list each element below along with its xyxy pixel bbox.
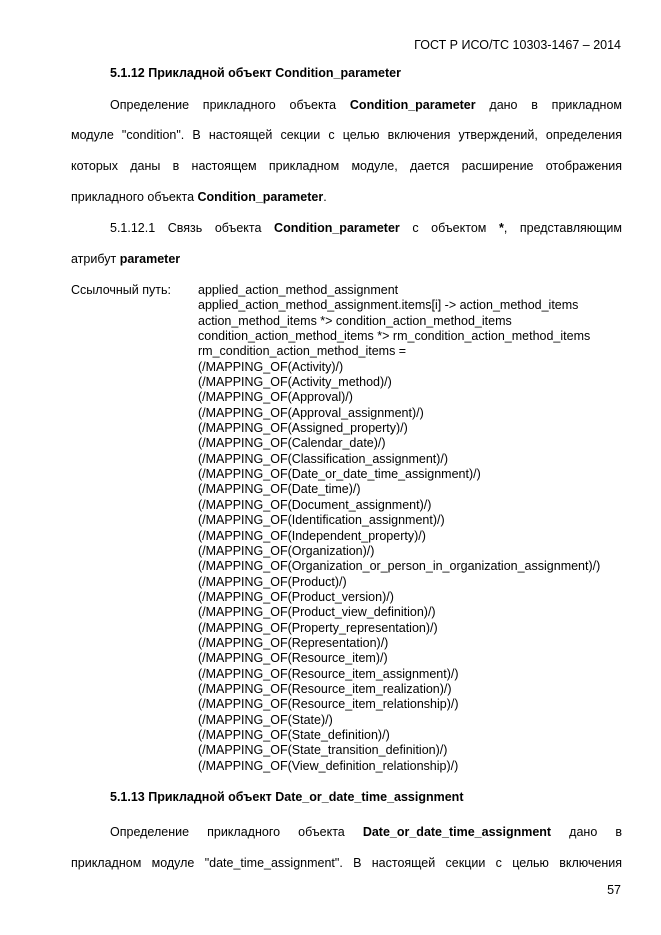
text: . (323, 190, 327, 204)
mapping-line: (/MAPPING_OF(Product_view_definition)/) (198, 605, 436, 620)
text: атрибут (71, 252, 117, 266)
mapping-line: (/MAPPING_OF(Organization_or_person_in_organization_assignment)/) (198, 559, 601, 574)
mapping-line: (/MAPPING_OF(Date_or_date_time_assignment)/) (198, 467, 481, 482)
mapping-line: (/MAPPING_OF(Assigned_property)/) (198, 421, 408, 436)
document-header: ГОСТ Р ИСО/ТС 10303-1467 – 2014 (414, 38, 621, 52)
section-heading-5-1-12: 5.1.12 Прикладной объект Condition_parameter (110, 66, 401, 80)
mapping-line: (/MAPPING_OF(Product_version)/) (198, 589, 394, 604)
mapping-line: (/MAPPING_OF(Resource_item_assignment)/) (198, 666, 459, 681)
mapping-line: (/MAPPING_OF(Approval)/) (198, 390, 353, 405)
mapping-line: (/MAPPING_OF(Resource_item_realization)/) (198, 681, 452, 696)
page-number: 57 (607, 883, 621, 897)
mapping-line: (/MAPPING_OF(State_transition_definition)/) (198, 743, 448, 758)
entity-name: Condition_parameter (349, 98, 476, 112)
mapping-line: applied_action_method_assignment (198, 283, 399, 297)
text: 5.1.12.1 Связь объекта (110, 221, 262, 235)
mapping-line: rm_condition_action_method_items = (198, 344, 407, 359)
mapping-line: (/MAPPING_OF(Resource_item)/) (198, 651, 388, 666)
mapping-line: (/MAPPING_OF(View_definition_relationship)/) (198, 758, 459, 773)
text: дано в (569, 825, 622, 839)
mapping-line: (/MAPPING_OF(Document_assignment)/) (198, 497, 432, 512)
paragraph-line: модуле "condition". В настоящей секции с целью включения утверждений, определения (71, 128, 622, 142)
mapping-line: (/MAPPING_OF(Product)/) (198, 574, 347, 589)
paragraph-line (110, 825, 622, 840)
mapping-line: (/MAPPING_OF(Independent_property)/) (198, 528, 426, 543)
mapping-line: (/MAPPING_OF(State)/) (198, 712, 333, 727)
mapping-line: (/MAPPING_OF(Activity)/) (198, 359, 344, 374)
mapping-line: (/MAPPING_OF(Property_representation)/) (198, 620, 438, 635)
mapping-line: applied_action_method_assignment.items[i] -> action_method_items (198, 298, 579, 313)
mapping-line: (/MAPPING_OF(Activity_method)/) (198, 375, 392, 390)
paragraph-line: прикладном модуле "date_time_assignment". В настоящей секции с целью включения (71, 856, 622, 870)
mapping-line: action_method_items *> condition_action_method_items (198, 313, 512, 328)
text: прикладного объекта (71, 190, 195, 204)
text: Определение прикладного объекта (110, 98, 337, 112)
reference-path-label: Ссылочный путь: (71, 283, 171, 297)
text: дано в прикладном (489, 98, 622, 112)
mapping-line: (/MAPPING_OF(Organization)/) (198, 543, 375, 558)
mapping-line: (/MAPPING_OF(Representation)/) (198, 635, 389, 650)
entity-name: Condition_parameter (274, 221, 400, 235)
mapping-line: (/MAPPING_OF(Classification_assignment)/) (198, 451, 449, 466)
mapping-line: (/MAPPING_OF(Calendar_date)/) (198, 436, 386, 451)
subsection-line (110, 221, 622, 236)
mapping-line: (/MAPPING_OF(State_definition)/) (198, 727, 390, 742)
paragraph-line (71, 190, 622, 205)
paragraph-line: которых даны в настоящем прикладном модуле, дается расширение отображения (71, 159, 622, 173)
reference-path-mapping (198, 283, 638, 774)
subsection-line (71, 252, 622, 267)
mapping-line: condition_action_method_items *> rm_condition_action_method_items (198, 329, 591, 344)
mapping-line: (/MAPPING_OF(Resource_item_relationship)/) (198, 697, 459, 712)
mapping-line: (/MAPPING_OF(Date_time)/) (198, 482, 361, 497)
section-heading-5-1-13: 5.1.13 Прикладной объект Date_or_date_time_assignment (110, 790, 464, 804)
entity-name: Condition_parameter (197, 190, 324, 204)
text: Определение прикладного объекта (110, 825, 345, 839)
mapping-line: (/MAPPING_OF(Identification_assignment)/) (198, 513, 445, 528)
attribute-name: parameter (119, 252, 181, 266)
text: с объектом (412, 221, 487, 235)
asterisk-wrap (499, 221, 622, 235)
paragraph-line (110, 98, 622, 113)
text: , представляющим (503, 221, 622, 235)
mapping-line: (/MAPPING_OF(Approval_assignment)/) (198, 405, 424, 420)
entity-name: Date_or_date_time_assignment (362, 825, 552, 839)
asterisk: * (498, 221, 504, 235)
